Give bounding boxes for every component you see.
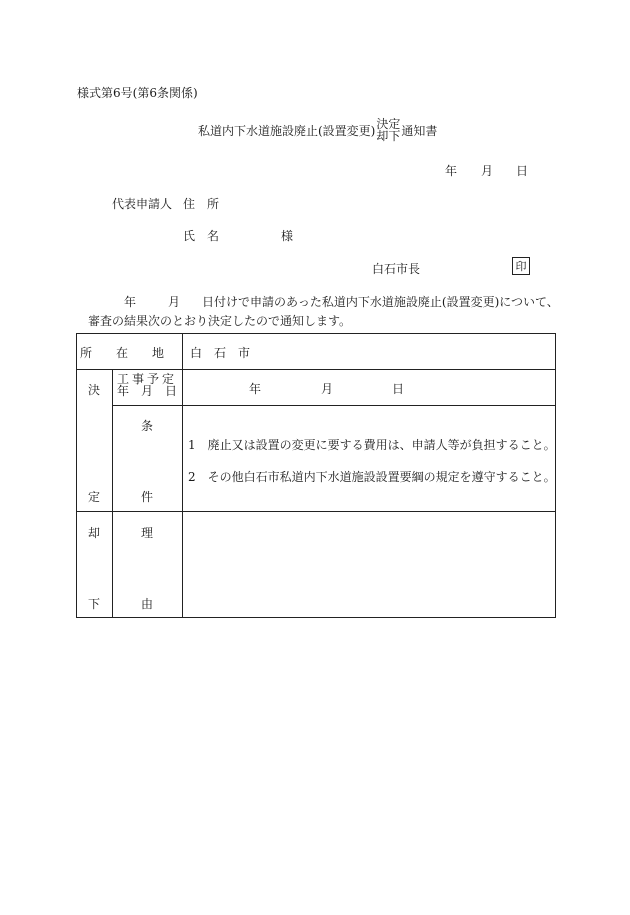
body-month: 月 xyxy=(168,295,181,309)
body-line-1 xyxy=(124,293,559,310)
decision-table xyxy=(76,333,556,618)
condition-text: その他白石市私道内下水道施設設置要綱の規定を遵守すること。 xyxy=(207,470,556,484)
schedule-month: 月 xyxy=(321,382,334,396)
date-day: 日 xyxy=(516,164,529,178)
title-option-rejection: 却下 xyxy=(376,129,401,143)
issuer-title: 白石市長 xyxy=(372,262,421,276)
schedule-day: 日 xyxy=(392,382,405,396)
honorific: 様 xyxy=(281,229,294,243)
decision-char-top: 決 xyxy=(88,383,101,397)
body-line1-rest: 日付けで申請のあった私道内下水道施設廃止(設置変更)について、 xyxy=(202,295,559,309)
title-suffix: 通知書 xyxy=(401,123,438,138)
rejection-char-bottom: 下 xyxy=(88,597,101,611)
title-prefix: 私道内下水道施設廃止(設置変更) xyxy=(198,123,376,138)
form-number: 様式第6号(第6条関係) xyxy=(77,86,198,100)
decision-char-bottom: 定 xyxy=(88,490,101,504)
conditions-char-top: 条 xyxy=(141,419,154,433)
document-title xyxy=(198,118,437,142)
reason-char-top: 理 xyxy=(141,526,154,540)
rejection-char-top: 却 xyxy=(88,526,101,540)
reason-char-bottom: 由 xyxy=(141,597,154,611)
condition-item-1 xyxy=(188,436,556,453)
name-label: 氏 名 xyxy=(183,229,220,243)
condition-text: 廃止又は設置の変更に要する費用は、申請人等が負担すること。 xyxy=(207,438,556,452)
applicant-label: 代表申請人 xyxy=(112,197,173,211)
conditions-char-bottom: 件 xyxy=(141,490,154,504)
body-line-2: 審査の結果次のとおり決定したので通知します。 xyxy=(88,314,352,328)
condition-item-2 xyxy=(188,468,556,485)
schedule-label-line-1: 工事予定 xyxy=(116,372,177,386)
schedule-year: 年 xyxy=(249,382,262,396)
title-option-decision: 決定 xyxy=(376,117,401,131)
schedule-label-line-2: 年 月 日 xyxy=(116,384,177,398)
location-value: 白 石 市 xyxy=(190,346,251,360)
address-label: 住 所 xyxy=(183,197,220,211)
location-label: 所 在 地 xyxy=(80,346,165,360)
condition-number: 2 xyxy=(188,470,196,484)
seal-mark: 印 xyxy=(512,257,530,275)
date-month: 月 xyxy=(481,164,494,178)
title-option-stack xyxy=(376,118,400,142)
date-year: 年 xyxy=(445,164,458,178)
condition-number: 1 xyxy=(188,438,196,452)
body-year: 年 xyxy=(124,295,137,309)
